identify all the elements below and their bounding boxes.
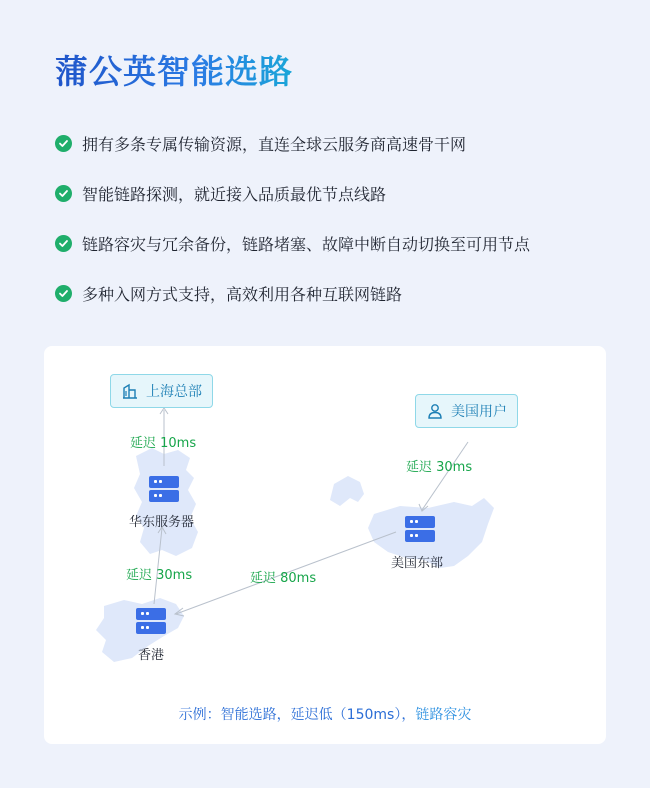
feature-text: 智能链路探测，就近接入品质最优节点线路 [82,184,387,204]
routing-diagram-card [44,346,606,744]
hong-kong-label: 香港 [138,648,165,663]
feature-item [55,230,530,256]
caption-highlight: 链路容灾 [415,707,472,723]
server-icon [405,516,435,544]
feature-item [55,180,530,206]
feature-text: 多种入网方式支持，高效利用各种互联网链路 [82,284,403,304]
user-tag-label: 美国用户 [451,404,507,420]
latency-hk-east: 延迟 30ms [126,568,193,583]
server-icon [149,476,179,504]
hq-tag-label: 上海总部 [146,384,202,400]
feature-item [55,130,530,156]
check-icon [55,285,72,302]
check-icon [55,235,72,252]
check-icon [55,185,72,202]
east-china-label: 华东服务器 [129,515,195,530]
feature-text: 链路容灾与冗余备份，链路堵塞、故障中断自动切换至可用节点 [82,234,531,254]
caption-main: 示例：智能选路，延迟低（150ms）， [178,707,416,723]
building-icon [121,382,139,400]
server-icon [136,608,166,636]
check-icon [55,135,72,152]
feature-text: 拥有多条专属传输资源，直连全球云服务商高速骨干网 [82,134,467,154]
alaska-map [330,476,364,506]
us-east-label: 美国东部 [391,556,444,571]
hq-tag [110,374,213,408]
user-tag [415,394,518,428]
diagram-caption [44,704,606,724]
feature-list [55,130,530,330]
page-title: 蒲公英智能选路 [55,46,293,93]
feature-item [55,280,530,306]
connector-user-to-us [422,442,468,510]
latency-us-hk: 延迟 80ms [250,571,317,586]
latency-hq-east: 延迟 10ms [130,436,197,451]
latency-user-us: 延迟 30ms [406,460,473,475]
user-icon [426,402,444,420]
